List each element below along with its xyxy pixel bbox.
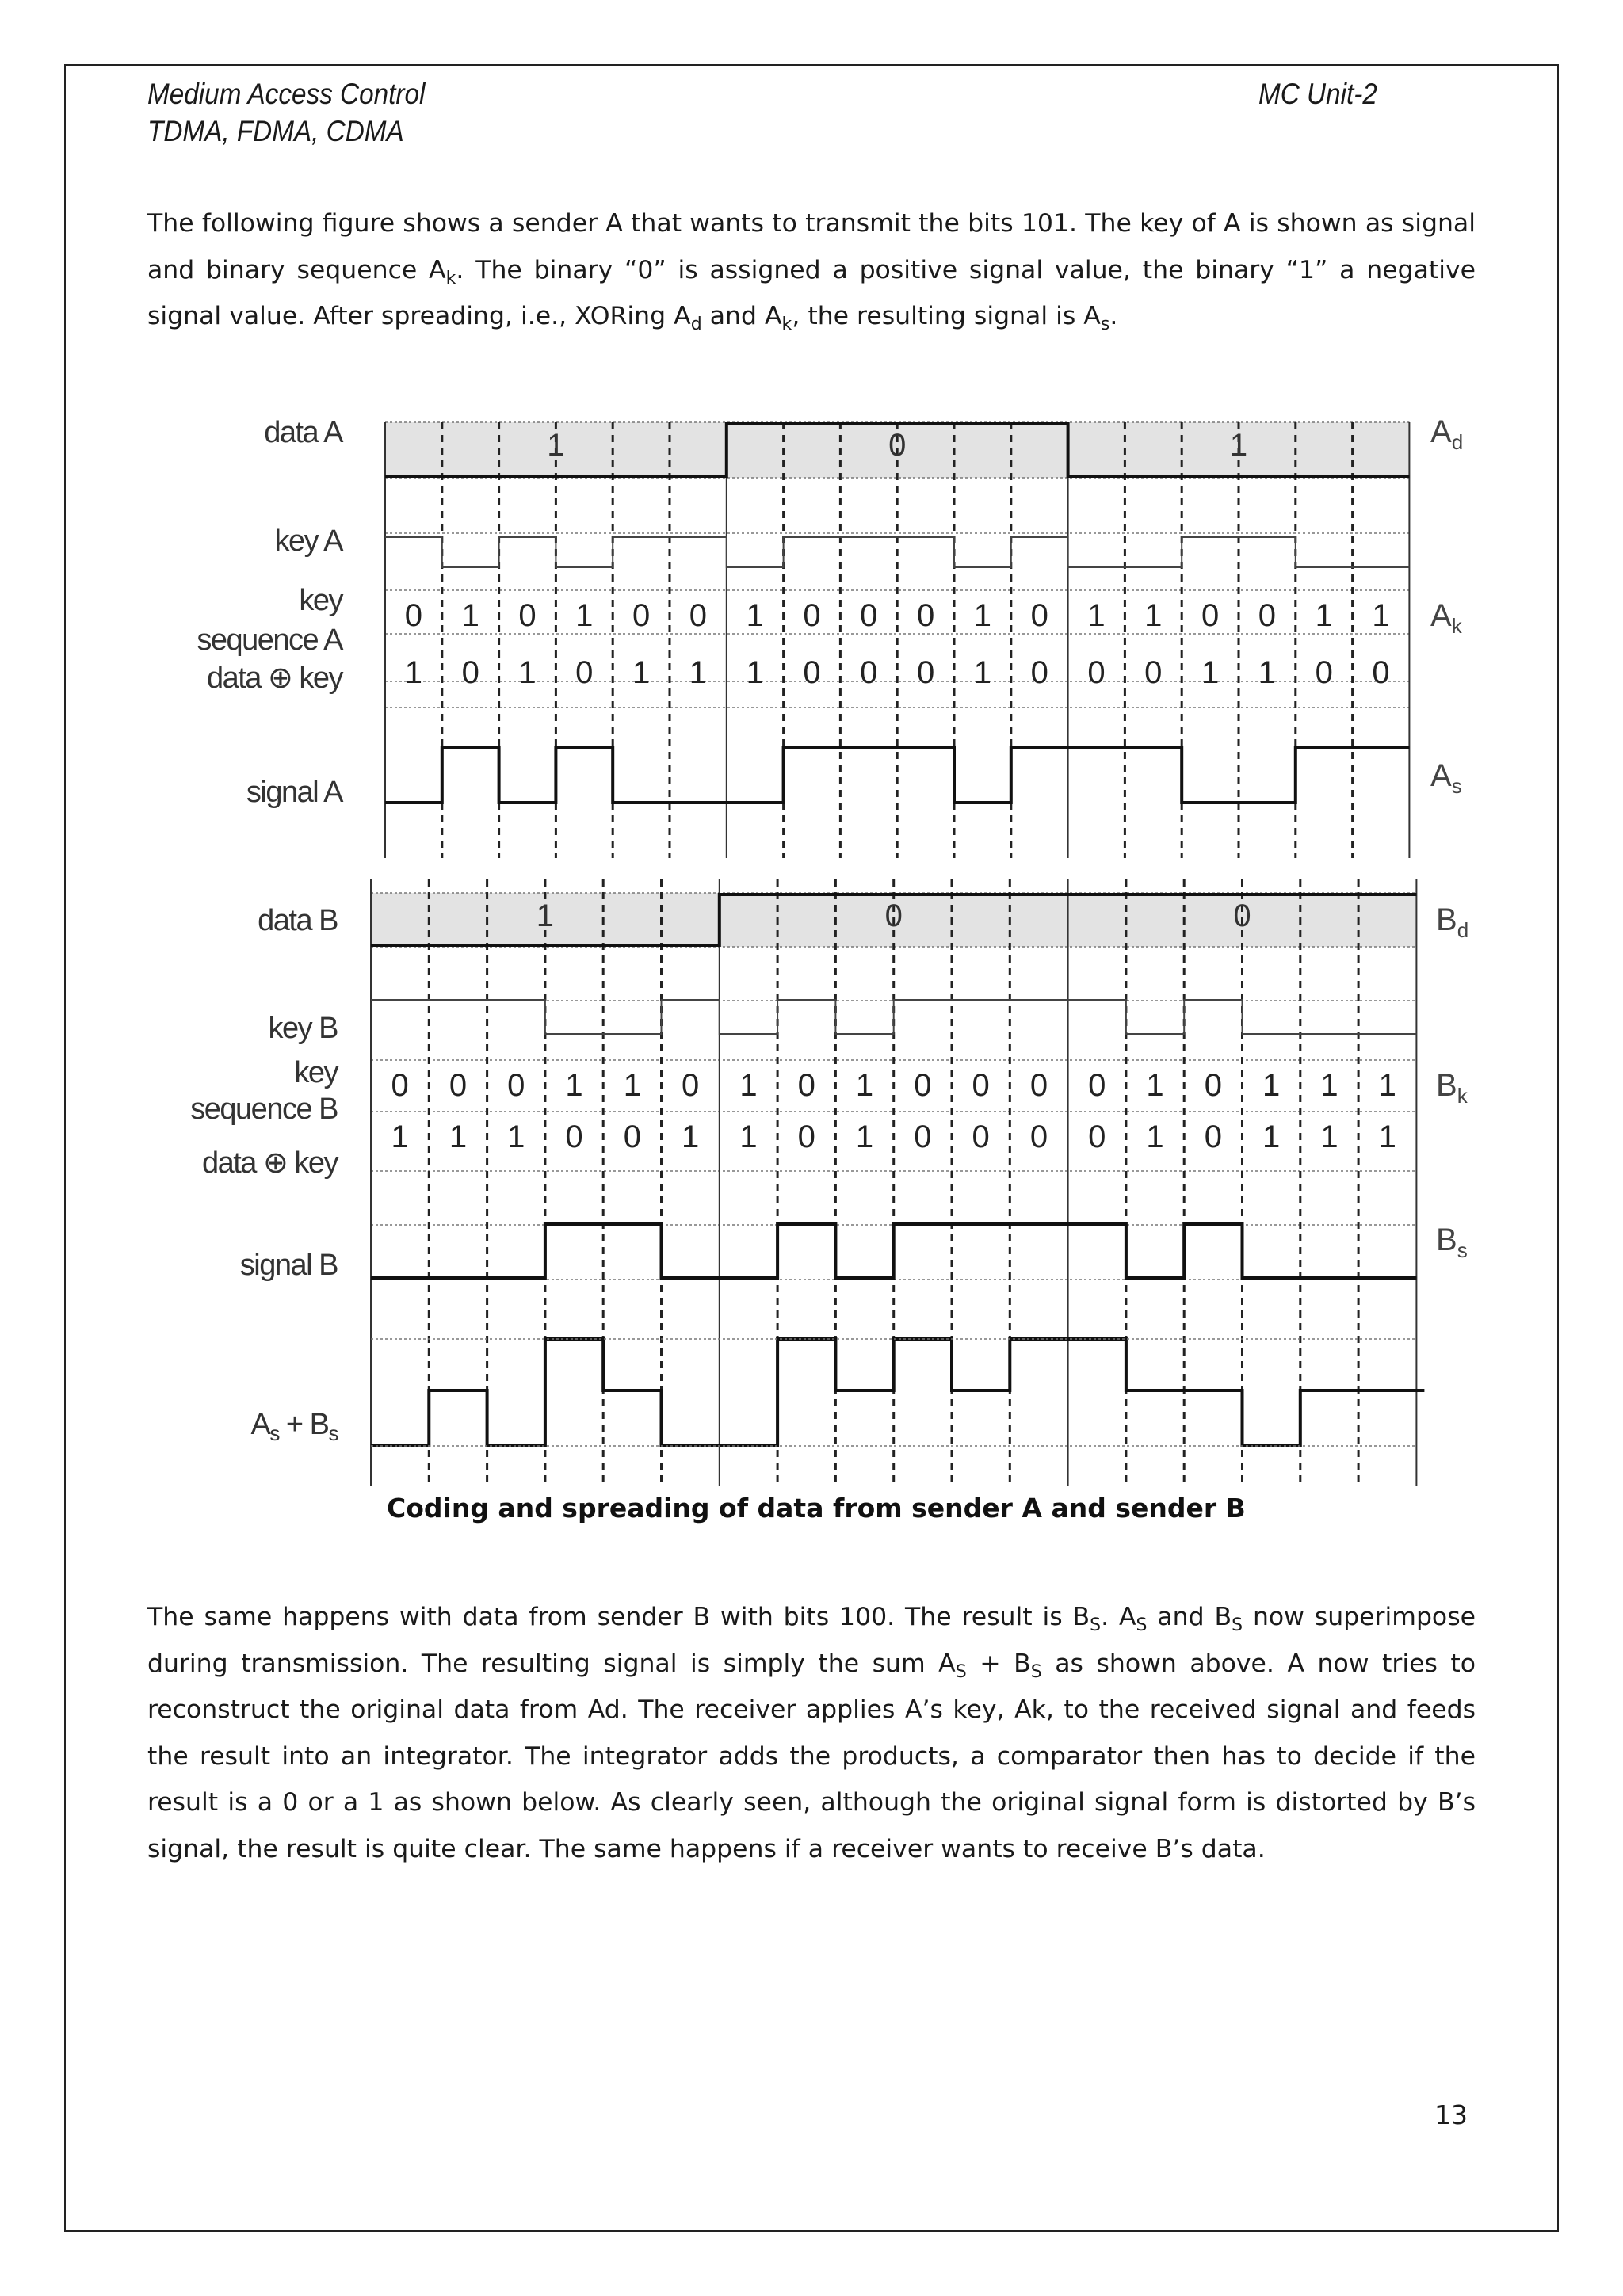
a-key-bit: 1 bbox=[575, 598, 594, 633]
b-xor-bit: 1 bbox=[1320, 1119, 1338, 1154]
a-key-label: key A bbox=[274, 524, 342, 558]
a-sym-signal-sub: s bbox=[1451, 774, 1462, 798]
b-xor-label: data ⊕ key bbox=[201, 1146, 338, 1180]
a-xor-bit: 1 bbox=[1258, 655, 1277, 690]
b-xor-bit: 1 bbox=[682, 1119, 700, 1154]
b-key-bit: 0 bbox=[391, 1068, 409, 1103]
a-sym-key-sub: k bbox=[1451, 614, 1462, 638]
a-xor-bit: 0 bbox=[803, 655, 821, 690]
b-sym-data bbox=[1436, 902, 1468, 942]
intro-paragraph: The following figure shows a sender A that wants to transmit the bits 101. The key of A is shown as signal and binary sequence $A_k$. The binary “0” is assigned a positive signal value, the binary “1” a negative signal value. After spreading, i.e., XORing $A_d$ and $A_k$, the resulting signal is $A_s$. bbox=[147, 209, 1476, 334]
b-key-bit: 0 bbox=[797, 1068, 815, 1103]
a-xor-bit: 0 bbox=[461, 655, 479, 690]
b-key-label: key B bbox=[268, 1012, 338, 1045]
a-data-bit: 1 bbox=[547, 428, 565, 463]
b-data-bit: 1 bbox=[536, 898, 555, 933]
a-data-bit: 0 bbox=[888, 428, 907, 463]
a-key-bit: 1 bbox=[1315, 598, 1333, 633]
sum-label bbox=[250, 1408, 338, 1445]
b-key-bit: 1 bbox=[1320, 1068, 1338, 1103]
a-signal-label: signal A bbox=[246, 776, 342, 809]
a-sym-signal bbox=[1430, 758, 1462, 798]
b-key-bit: 0 bbox=[1029, 1068, 1048, 1103]
b-sym-data-sub: d bbox=[1457, 918, 1469, 942]
sum-label-part: + B bbox=[278, 1408, 329, 1441]
sender-b-diagram bbox=[190, 879, 1468, 1486]
b-xor-bit: 1 bbox=[391, 1119, 409, 1154]
a-xor-bit: 0 bbox=[916, 655, 935, 690]
b-key-wave bbox=[371, 1000, 1416, 1034]
sum-label-part: A bbox=[250, 1408, 270, 1441]
b-key-bit: 1 bbox=[623, 1068, 641, 1103]
b-key-bit: 1 bbox=[1146, 1068, 1164, 1103]
b-data-label: data B bbox=[258, 904, 338, 937]
a-xor-bit: 1 bbox=[973, 655, 992, 690]
b-key-bit: 1 bbox=[1262, 1068, 1281, 1103]
a-xor-bit: 1 bbox=[518, 655, 537, 690]
b-xor-bit: 1 bbox=[1146, 1119, 1164, 1154]
sender-a-diagram bbox=[197, 414, 1463, 858]
a-key-bit: 0 bbox=[689, 598, 708, 633]
a-key-bit: 1 bbox=[1144, 598, 1163, 633]
a-xor-bit: 0 bbox=[1030, 655, 1048, 690]
a-key-bit: 1 bbox=[746, 598, 764, 633]
a-key-bit: 0 bbox=[632, 598, 651, 633]
a-key-bit: 0 bbox=[1201, 598, 1220, 633]
a-key-bit: 1 bbox=[461, 598, 479, 633]
b-key-bit: 1 bbox=[855, 1068, 874, 1103]
b-xor-bit: 1 bbox=[1262, 1119, 1281, 1154]
b-key-bit: 0 bbox=[449, 1068, 468, 1103]
b-sym-signal-sub: s bbox=[1457, 1238, 1468, 1262]
figure-caption: Coding and spreading of data from sender A and sender B bbox=[387, 1493, 1246, 1524]
a-xor-bit: 0 bbox=[1372, 655, 1390, 690]
a-xor-label: data ⊕ key bbox=[206, 662, 342, 695]
a-sym-key bbox=[1430, 598, 1463, 638]
b-xor-bit: 0 bbox=[1029, 1119, 1048, 1154]
b-sym-key-sub: k bbox=[1457, 1084, 1468, 1108]
a-key-bit: 0 bbox=[1030, 598, 1048, 633]
a-xor-bit: 0 bbox=[1315, 655, 1333, 690]
a-key-bit: 0 bbox=[860, 598, 878, 633]
a-sym-data-main: A bbox=[1430, 414, 1452, 449]
b-sym-key bbox=[1436, 1068, 1468, 1108]
a-key-bit: 0 bbox=[1258, 598, 1277, 633]
a-xor-bit: 1 bbox=[632, 655, 651, 690]
a-xor-bit: 0 bbox=[575, 655, 594, 690]
b-key-bit: 0 bbox=[914, 1068, 932, 1103]
b-sym-signal bbox=[1436, 1222, 1468, 1262]
b-xor-bit: 0 bbox=[565, 1119, 583, 1154]
header-topic: TDMA, FDMA, CDMA bbox=[147, 115, 404, 147]
a-xor-bit: 0 bbox=[1087, 655, 1106, 690]
a-data-label: data A bbox=[264, 416, 342, 449]
a-keyseq-label-2: sequence A bbox=[197, 624, 342, 657]
a-key-bit: 1 bbox=[1372, 598, 1390, 633]
b-xor-bit: 0 bbox=[972, 1119, 990, 1154]
sum-label-part: s bbox=[269, 1421, 279, 1445]
a-key-bit: 0 bbox=[518, 598, 537, 633]
b-sym-signal-main: B bbox=[1436, 1222, 1457, 1257]
b-data-bit: 0 bbox=[884, 898, 903, 933]
b-xor-bit: 0 bbox=[623, 1119, 641, 1154]
a-sym-signal-main: A bbox=[1430, 758, 1452, 793]
b-xor-bit: 0 bbox=[1088, 1119, 1106, 1154]
a-key-bit: 0 bbox=[803, 598, 821, 633]
a-xor-bit: 1 bbox=[689, 655, 708, 690]
b-keyseq-label-1: key bbox=[294, 1056, 338, 1089]
a-xor-bit: 1 bbox=[1201, 655, 1220, 690]
a-xor-bit: 0 bbox=[860, 655, 878, 690]
a-xor-bit: 1 bbox=[746, 655, 764, 690]
b-keyseq-label-2: sequence B bbox=[190, 1093, 338, 1126]
b-key-bit: 1 bbox=[1378, 1068, 1396, 1103]
a-xor-bit: 1 bbox=[404, 655, 423, 690]
b-key-bit: 0 bbox=[507, 1068, 525, 1103]
b-key-bit: 0 bbox=[1088, 1068, 1106, 1103]
a-key-bit: 1 bbox=[1087, 598, 1106, 633]
b-key-bit: 0 bbox=[1204, 1068, 1222, 1103]
a-xor-bit: 0 bbox=[1144, 655, 1163, 690]
b-sym-data-main: B bbox=[1436, 902, 1457, 937]
b-key-bit: 1 bbox=[739, 1068, 758, 1103]
header-course-title: Medium Access Control bbox=[147, 78, 426, 110]
b-xor-bit: 0 bbox=[1204, 1119, 1222, 1154]
sum-label-part: s bbox=[328, 1421, 338, 1445]
a-key-bit: 0 bbox=[404, 598, 423, 633]
a-key-bit: 0 bbox=[916, 598, 935, 633]
a-sym-data bbox=[1430, 414, 1463, 454]
b-xor-bit: 0 bbox=[797, 1119, 815, 1154]
b-xor-bit: 1 bbox=[507, 1119, 525, 1154]
b-key-bit: 0 bbox=[682, 1068, 700, 1103]
a-sym-data-sub: d bbox=[1451, 430, 1464, 454]
body-paragraph: The same happens with data from sender B with bits 100. The result is $B_S$. $A_S$ and $B_S$ now superimpose during transmission. The resulting signal is simply the sum $A_S + B_S$ as shown above. A now tries to reconstruct the original data from Ad. The receiver applies A’s key, Ak, to the received signal and feeds the result into an integrator. The integrator adds the products, a comparator then has to decide if the result is a 0 or a 1 as shown below. As clearly seen, although the original signal form is distorted by B’s signal, the result is quite clear. The same happens if a receiver wants to receive B’s data. bbox=[147, 1603, 1476, 1863]
sum-signal bbox=[371, 1339, 1424, 1446]
a-data-bit: 1 bbox=[1229, 428, 1248, 463]
b-xor-bit: 0 bbox=[914, 1119, 932, 1154]
a-sym-key-main: A bbox=[1430, 598, 1452, 633]
a-key-bit: 1 bbox=[973, 598, 992, 633]
b-xor-bit: 1 bbox=[855, 1119, 874, 1154]
b-xor-bit: 1 bbox=[449, 1119, 468, 1154]
b-key-bit: 1 bbox=[565, 1068, 583, 1103]
a-keyseq-label-1: key bbox=[299, 584, 342, 617]
b-xor-bit: 1 bbox=[739, 1119, 758, 1154]
b-key-bit: 0 bbox=[972, 1068, 990, 1103]
b-spread-signal bbox=[371, 1224, 1416, 1278]
page-number: 13 bbox=[1434, 2100, 1468, 2130]
b-sym-key-main: B bbox=[1436, 1068, 1457, 1103]
b-data-bit: 0 bbox=[1233, 898, 1251, 933]
b-xor-bit: 1 bbox=[1378, 1119, 1396, 1154]
b-signal-label: signal B bbox=[239, 1249, 338, 1282]
header-unit: MC Unit-2 bbox=[1258, 78, 1377, 110]
